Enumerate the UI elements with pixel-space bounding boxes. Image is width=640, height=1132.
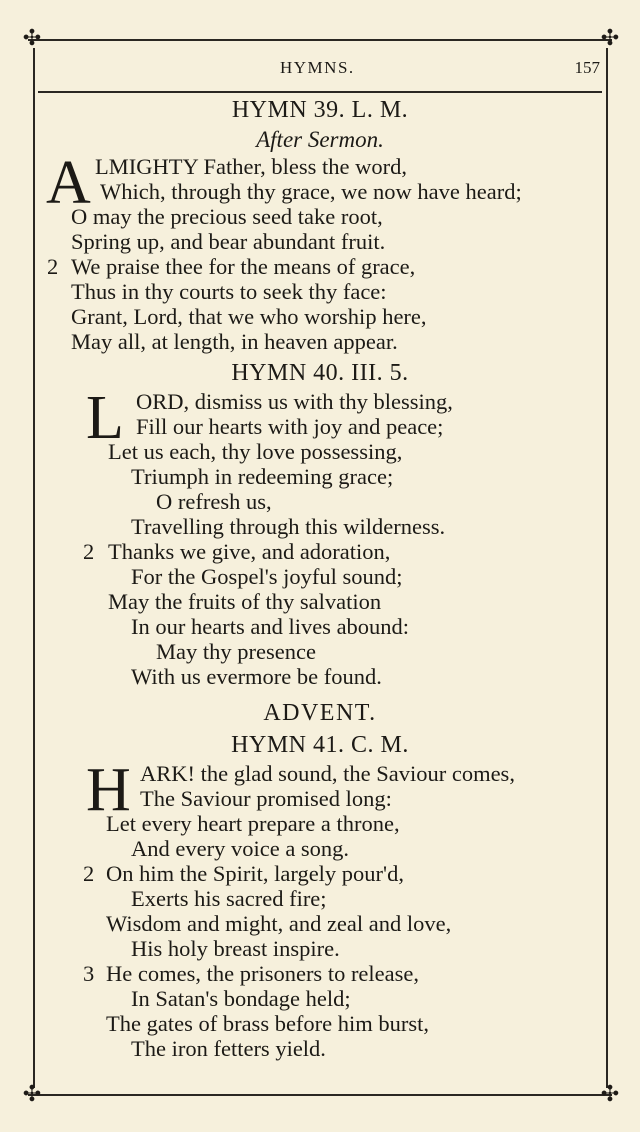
- hymn-line: In Satan's bondage held;: [131, 986, 351, 1011]
- hymn-title: HYMN 41. C. M.: [231, 732, 409, 758]
- drop-cap: L: [86, 384, 124, 452]
- hymn-line: His holy breast inspire.: [131, 936, 340, 961]
- hymn-subtitle: After Sermon.: [256, 127, 384, 152]
- hymn-line: Exerts his sacred fire;: [131, 886, 327, 911]
- hymn-line: Let us each, thy love possessing,: [108, 439, 403, 464]
- hymn-line-text: We praise thee for the means of grace,: [71, 254, 416, 279]
- hymn-line: Grant, Lord, that we who worship here,: [71, 304, 427, 329]
- hymn-line: With us evermore be found.: [131, 664, 382, 689]
- hymn-line: For the Gospel's joyful sound;: [131, 564, 403, 589]
- top-rule: [28, 39, 612, 41]
- verse-number: 3: [83, 961, 95, 986]
- hymn-line: The gates of brass before him burst,: [106, 1011, 430, 1036]
- hymn-line: In our hearts and lives abound:: [131, 614, 410, 639]
- bottom-rule: [28, 1094, 612, 1096]
- hymn-line: Which, through thy grace, we now have heard;: [100, 179, 522, 204]
- page-number: 157: [574, 58, 600, 77]
- hymn-line: The Saviour promised long:: [140, 786, 392, 811]
- hymn-title: HYMN 40. III. 5.: [231, 360, 409, 386]
- hymn-line: May thy presence: [156, 639, 316, 664]
- hymn-line: The iron fetters yield.: [131, 1036, 326, 1061]
- hymn-line: May all, at length, in heaven appear.: [71, 329, 398, 354]
- hymn-line: Spring up, and bear abundant fruit.: [71, 229, 386, 254]
- corner-ornament-icon: ✣: [600, 1082, 620, 1107]
- hymn-line: May the fruits of thy salvation: [108, 589, 382, 614]
- hymn-line: Let every heart prepare a throne,: [106, 811, 400, 836]
- hymn-41-text: [40, 756, 600, 1061]
- header-rule: [38, 91, 602, 93]
- running-head: HYMNS.: [280, 58, 355, 77]
- hymn-line: Triumph in redeeming grace;: [131, 464, 394, 489]
- hymn-line: Fill our hearts with joy and peace;: [136, 414, 444, 439]
- hymn-line: ORD, dismiss us with thy blessing,: [136, 389, 453, 414]
- verse-number: 2: [83, 861, 95, 886]
- right-frame-line: [606, 48, 608, 1088]
- hymn-line: O may the precious seed take root,: [71, 204, 383, 229]
- hymn-line-text: On him the Spirit, largely pour'd,: [106, 861, 404, 886]
- drop-cap: A: [46, 149, 91, 217]
- corner-ornament-icon: ✣: [22, 26, 42, 51]
- corner-ornament-icon: ✣: [22, 1082, 42, 1107]
- hymn-line: [40, 961, 600, 986]
- hymn-line: Wisdom and might, and zeal and love,: [106, 911, 452, 936]
- page-content: [40, 94, 600, 1061]
- verse-number: 2: [47, 254, 59, 279]
- left-frame-line: [33, 48, 35, 1088]
- hymn-line: O refresh us,: [156, 489, 272, 514]
- hymn-title: HYMN 39. L. M.: [231, 97, 409, 123]
- hymn-39-text: [40, 149, 600, 354]
- hymn-line: [40, 539, 600, 564]
- hymn-line: [40, 254, 600, 279]
- verse-number: 2: [83, 539, 95, 564]
- hymn-line: Travelling through this wilderness.: [131, 514, 446, 539]
- corner-ornament-icon: ✣: [600, 26, 620, 51]
- hymn-line: Thus in thy courts to seek thy face:: [71, 279, 387, 304]
- drop-cap: H: [86, 756, 131, 824]
- hymn-line: And every voice a song.: [131, 836, 350, 861]
- hymn-line: LMIGHTY Father, bless the word,: [95, 154, 407, 179]
- hymn-line: [40, 861, 600, 886]
- hymn-40-text: [40, 384, 600, 689]
- hymn-line-text: Thanks we give, and adoration,: [108, 539, 391, 564]
- hymn-line: ARK! the glad sound, the Saviour comes,: [140, 761, 515, 786]
- hymn-line-text: He comes, the prisoners to release,: [106, 961, 420, 986]
- section-title: ADVENT.: [263, 700, 377, 726]
